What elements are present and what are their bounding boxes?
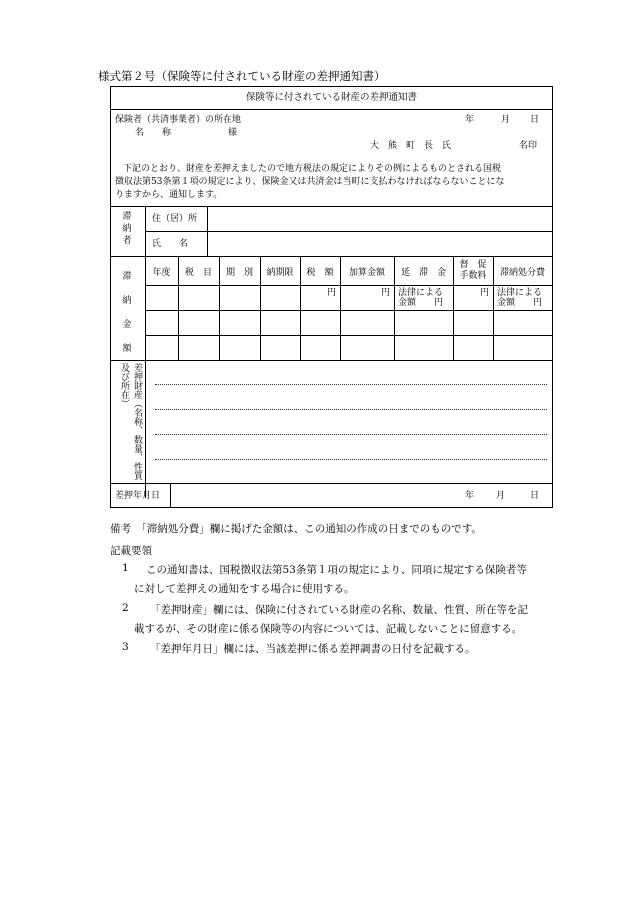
- date-month: 月: [501, 115, 511, 125]
- late-charge-note-line2: 金額 円: [398, 298, 444, 308]
- body-line-1: 下記のとおり、財産を差押えましたので地方税法の規定によりその例によるものとされる国税: [123, 164, 502, 174]
- name-label: 氏 名: [152, 239, 189, 249]
- issuer-name: 大 熊 町 長 氏: [370, 141, 452, 151]
- item-2-line1: 「差押財産」欄には、保険に付されている財産の名称、数量、性質、所在等を記: [150, 604, 528, 616]
- item-3-number: 3: [122, 641, 129, 653]
- item-1-line1: この通知書は、国税徴収法第53条第１項の規定により、同項に規定する保険者等: [146, 564, 527, 576]
- amount-label: 滞納金額: [122, 272, 132, 354]
- divider: [170, 483, 171, 508]
- header-period: 期 別: [225, 268, 253, 278]
- header-disposition-fee: 滞納処分費: [499, 268, 545, 278]
- honorific-sama: 様: [228, 128, 238, 138]
- addressee-address-label: 保険者（共済事業者）の所在地: [115, 115, 242, 125]
- divider: [145, 285, 552, 286]
- divider: [145, 310, 552, 311]
- header-additional-amount: 加算金額: [348, 268, 385, 278]
- item-2-line2: 載するが、その財産に係る保険等の内容については、記載しないことに留意する。: [134, 623, 523, 635]
- divider: [145, 206, 146, 498]
- instructions-title: 記載要領: [110, 545, 152, 557]
- divider: [145, 335, 552, 336]
- divider: [111, 483, 552, 484]
- property-line: [155, 384, 547, 385]
- seizure-month: 月: [496, 491, 506, 501]
- header-tax-item: 税 目: [184, 268, 212, 278]
- reminder-fee-unit: 円: [480, 288, 490, 298]
- property-line: [155, 434, 547, 435]
- seized-property-label: [115, 363, 143, 483]
- divider: [145, 231, 552, 232]
- seized-property-label-text: 差押財産（名称、数量、性質及び所在）: [119, 363, 142, 480]
- addressee-name-label: 名 称: [135, 128, 172, 138]
- additional-amount-unit: 円: [381, 288, 391, 298]
- item-3-line1: 「差押年月日」欄には、当該差押に係る差押調書の日付を記載する。: [150, 643, 476, 655]
- divider: [111, 360, 552, 361]
- date-year: 年: [465, 115, 475, 125]
- tax-amount-unit: 円: [327, 288, 337, 298]
- header-late-charge: 延 滞 金: [400, 268, 446, 278]
- seizure-day: 日: [530, 491, 540, 501]
- address-label: 住（居）所: [152, 214, 198, 224]
- item-1-number: 1: [122, 562, 129, 574]
- property-line: [155, 459, 547, 460]
- header-reminder-fee: 督 促 手数料: [459, 260, 487, 281]
- form-title: 保険等に付されている財産の差押通知書: [245, 92, 417, 103]
- item-2-number: 2: [122, 602, 129, 614]
- header-fiscal-year: 年度: [152, 268, 171, 278]
- document-title: 様式第２号（保険等に付されている財産の差押通知書）: [98, 69, 386, 83]
- disposition-fee-note-line1: 法律による: [497, 288, 543, 298]
- seizure-year: 年: [465, 491, 475, 501]
- item-1-line2: に対して差押えの通知をする場合に使用する。: [134, 583, 355, 595]
- seizure-date-label: 差押年月日: [115, 491, 161, 501]
- divider: [111, 206, 552, 207]
- body-line-3: りますから、通知します。: [115, 190, 223, 200]
- remark: 備考 「滞納処分費」欄に掲げた金額は、この通知の作成の日までのものです。: [110, 523, 482, 535]
- delinquent-label: 滞納者: [122, 212, 132, 246]
- property-line: [155, 409, 547, 410]
- date-day: 日: [530, 115, 540, 125]
- divider: [111, 109, 552, 110]
- body-line-2: 徴収法第53条第１項の規定により、保険金又は共済金は当町に支払わなければならないことにな: [115, 177, 505, 187]
- header-due-date: 納期限: [266, 268, 294, 278]
- header-tax-amount: 税 額: [306, 268, 334, 278]
- seal-mark: 名印: [519, 141, 538, 151]
- seizure-notice-form: [110, 86, 553, 508]
- disposition-fee-note-line2: 金額 円: [497, 298, 543, 308]
- late-charge-note-line1: 法律による: [398, 288, 444, 298]
